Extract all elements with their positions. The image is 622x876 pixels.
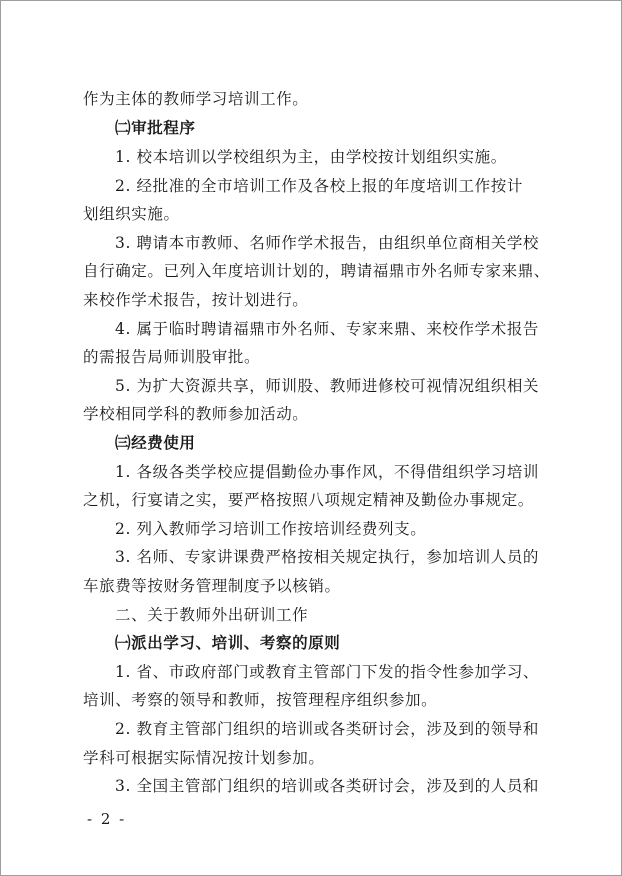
body-text-line: 学科可根据实际情况按计划参加。 bbox=[83, 749, 325, 767]
body-text-line: 3. 全国主管部门组织的培训或各类研讨会，涉及到的人员和 bbox=[115, 777, 540, 795]
body-text-line: 1. 各级各类学校应提倡勤俭办事作风，不得借组织学习培训 bbox=[115, 463, 540, 481]
chapter-heading-external-training: 二、关于教师外出研训工作 bbox=[115, 606, 309, 624]
section-heading-dispatch-principles: ㈠派出学习、培训、考察的原则 bbox=[115, 634, 341, 652]
body-text-line: 2. 经批准的全市培训工作及各校上报的年度培训工作按计 bbox=[115, 177, 523, 195]
body-text-line: 自行确定。已列入年度培训计划的，聘请福鼎市外名师专家来鼎、 bbox=[83, 262, 550, 280]
body-text-line: 2. 列入教师学习培训工作按培训经费列支。 bbox=[115, 520, 427, 538]
section-heading-funding-use: ㈢经费使用 bbox=[115, 434, 196, 452]
body-text-line: 3. 聘请本市教师、名师作学术报告，由组织单位商相关学校 bbox=[115, 234, 540, 252]
body-text-line: 来校作学术报告，按计划进行。 bbox=[83, 291, 309, 309]
body-text-line: 1. 省、市政府部门或教育主管部门下发的指令性参加学习、 bbox=[115, 663, 540, 681]
body-text-line: 学校相同学科的教师参加活动。 bbox=[83, 405, 309, 423]
section-heading-approval-procedure: ㈡审批程序 bbox=[115, 119, 196, 137]
body-text-line: 的需报告局师训股审批。 bbox=[83, 348, 261, 366]
body-text-line: 作为主体的教师学习培训工作。 bbox=[83, 90, 309, 108]
body-text-line: 1. 校本培训以学校组织为主，由学校按计划组织实施。 bbox=[115, 148, 507, 166]
body-text-line: 车旅费等按财务管理制度予以核销。 bbox=[83, 577, 341, 595]
body-text-line: 培训、考察的领导和教师，按管理程序组织参加。 bbox=[83, 691, 438, 709]
body-text-line: 之机，行宴请之实，要严格按照八项规定精神及勤俭办事规定。 bbox=[83, 491, 534, 509]
body-text-line: 划组织实施。 bbox=[83, 205, 180, 223]
page-number: - 2 - bbox=[87, 810, 127, 828]
body-text-line: 5. 为扩大资源共享，师训股、教师进修校可视情况组织相关 bbox=[115, 377, 540, 395]
body-text-line: 4. 属于临时聘请福鼎市外名师、专家来鼎、来校作学术报告 bbox=[115, 320, 540, 338]
body-text-line: 3. 名师、专家讲课费严格按相关规定执行，参加培训人员的 bbox=[115, 548, 540, 566]
body-text-line: 2. 教育主管部门组织的培训或各类研讨会，涉及到的领导和 bbox=[115, 720, 540, 738]
